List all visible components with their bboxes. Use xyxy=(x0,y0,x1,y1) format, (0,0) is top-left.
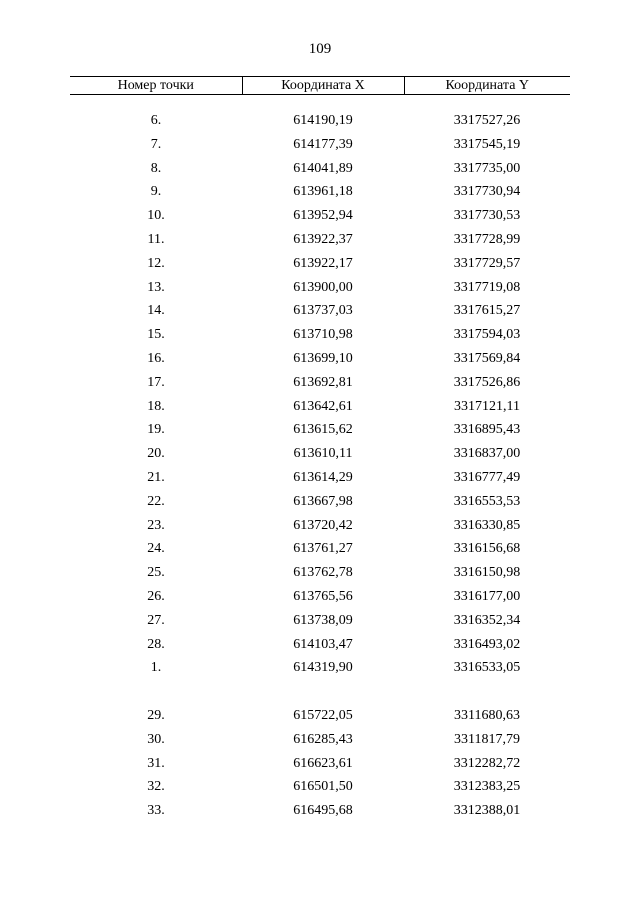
cell-coordinate-y: 3317719,08 xyxy=(453,279,521,295)
cell-coordinate-x: 616501,50 xyxy=(293,779,353,795)
cell-point-number: 21. xyxy=(147,469,165,485)
cell-coordinate-y: 3317569,84 xyxy=(453,350,521,366)
cell-coordinate-x: 616285,43 xyxy=(293,731,353,747)
table-body xyxy=(70,95,570,823)
cell-coordinate-x: 613961,18 xyxy=(293,184,353,200)
cell-point-number: 9. xyxy=(150,184,162,200)
cell-point-number: 16. xyxy=(147,350,165,366)
cell-coordinate-x: 613699,10 xyxy=(293,350,353,366)
cell-coordinate-x: 614041,89 xyxy=(293,160,353,176)
coordinates-table xyxy=(70,76,570,823)
cell-point-number: 23. xyxy=(147,517,165,533)
table-row xyxy=(70,752,570,776)
cell-point-number: 30. xyxy=(147,731,165,747)
table-row xyxy=(70,585,570,609)
cell-coordinate-x: 613710,98 xyxy=(293,327,353,343)
table-row xyxy=(70,133,570,157)
cell-coordinate-x: 614190,19 xyxy=(293,113,353,128)
cell-point-number: 8. xyxy=(150,160,162,176)
cell-coordinate-y: 3316493,02 xyxy=(453,636,521,652)
cell-coordinate-y: 3317121,11 xyxy=(454,398,520,414)
cell-point-number: 29. xyxy=(147,707,165,723)
cell-coordinate-y: 3316150,98 xyxy=(453,565,521,581)
table-row xyxy=(70,228,570,252)
cell-point-number: 7. xyxy=(150,136,162,152)
cell-point-number: 28. xyxy=(147,636,165,652)
table-row xyxy=(70,371,570,395)
cell-coordinate-x: 613737,03 xyxy=(293,303,353,319)
cell-coordinate-x: 616495,68 xyxy=(293,803,353,819)
table-row xyxy=(70,252,570,276)
cell-coordinate-x: 613610,11 xyxy=(293,446,353,462)
cell-point-number: 14. xyxy=(147,303,165,319)
cell-coordinate-y: 3317527,26 xyxy=(453,113,521,128)
cell-coordinate-y: 3317728,99 xyxy=(453,231,521,247)
cell-coordinate-x: 613615,62 xyxy=(293,422,353,438)
cell-coordinate-x: 613692,81 xyxy=(293,374,353,390)
cell-coordinate-x: 613922,17 xyxy=(293,255,353,271)
cell-coordinate-x: 616623,61 xyxy=(293,755,353,771)
table-row xyxy=(70,157,570,181)
cell-coordinate-x: 613922,37 xyxy=(293,231,353,247)
cell-point-number: 24. xyxy=(147,541,165,557)
cell-point-number: 19. xyxy=(147,422,165,438)
table-row xyxy=(70,656,570,680)
cell-coordinate-y: 3311817,79 xyxy=(454,731,520,747)
cell-point-number: 6. xyxy=(150,113,162,128)
cell-coordinate-x: 614177,39 xyxy=(293,136,353,152)
cell-point-number: 10. xyxy=(147,208,165,224)
cell-point-number: 27. xyxy=(147,612,165,628)
cell-coordinate-x: 615722,05 xyxy=(293,707,353,723)
cell-point-number: 20. xyxy=(147,446,165,462)
cell-coordinate-y: 3316156,68 xyxy=(453,541,521,557)
cell-point-number: 32. xyxy=(147,779,165,795)
page-number: 109 xyxy=(308,41,332,57)
header-row xyxy=(70,77,570,95)
spacer-row xyxy=(70,95,570,110)
table-row xyxy=(70,514,570,538)
table-row xyxy=(70,799,570,823)
cell-coordinate-y: 3317735,00 xyxy=(453,160,521,176)
cell-coordinate-y: 3316777,49 xyxy=(453,469,521,485)
cell-point-number: 22. xyxy=(147,493,165,509)
table-row xyxy=(70,347,570,371)
table-row xyxy=(70,204,570,228)
header-coordinate-y: Координата Y xyxy=(404,77,570,95)
cell-point-number: 33. xyxy=(147,803,165,819)
table-row xyxy=(70,466,570,490)
cell-coordinate-x: 613900,00 xyxy=(293,279,353,295)
table-row xyxy=(70,276,570,300)
cell-point-number: 11. xyxy=(147,231,165,247)
cell-coordinate-x: 613762,78 xyxy=(293,565,353,581)
cell-coordinate-y: 3316895,43 xyxy=(453,422,521,438)
cell-coordinate-x: 613667,98 xyxy=(293,493,353,509)
cell-coordinate-y: 3317526,86 xyxy=(453,374,521,390)
cell-point-number: 31. xyxy=(147,755,165,771)
table-row xyxy=(70,395,570,419)
table-row xyxy=(70,109,570,133)
cell-coordinate-x: 613720,42 xyxy=(293,517,353,533)
cell-point-number: 1. xyxy=(150,660,162,676)
cell-coordinate-y: 3317545,19 xyxy=(453,136,521,152)
cell-coordinate-x: 614103,47 xyxy=(293,636,353,652)
table-header xyxy=(70,77,570,95)
cell-coordinate-x: 613642,61 xyxy=(293,398,353,414)
group-gap-row xyxy=(70,680,570,704)
cell-coordinate-y: 3316177,00 xyxy=(453,588,521,604)
cell-coordinate-x: 614319,90 xyxy=(293,660,353,676)
table-row xyxy=(70,704,570,728)
table-row xyxy=(70,728,570,752)
cell-coordinate-y: 3316837,00 xyxy=(453,446,521,462)
cell-coordinate-y: 3317730,94 xyxy=(453,184,521,200)
cell-point-number: 13. xyxy=(147,279,165,295)
table-row xyxy=(70,537,570,561)
cell-coordinate-y: 3317730,53 xyxy=(453,208,521,224)
table-row xyxy=(70,490,570,514)
cell-coordinate-x: 613761,27 xyxy=(293,541,353,557)
cell-coordinate-x: 613765,56 xyxy=(293,588,353,604)
table-row xyxy=(70,180,570,204)
table-row xyxy=(70,323,570,347)
table-row xyxy=(70,418,570,442)
header-point-number: Номер точки xyxy=(70,77,242,95)
cell-coordinate-y: 3312383,25 xyxy=(453,779,521,795)
cell-coordinate-y: 3317615,27 xyxy=(453,303,521,319)
header-coordinate-x: Координата X xyxy=(242,77,404,95)
cell-coordinate-x: 613952,94 xyxy=(293,208,353,224)
table-row xyxy=(70,775,570,799)
cell-point-number: 25. xyxy=(147,565,165,581)
cell-point-number: 17. xyxy=(147,374,165,390)
table-row xyxy=(70,442,570,466)
cell-coordinate-y: 3317729,57 xyxy=(453,255,521,271)
table-row xyxy=(70,561,570,585)
cell-coordinate-y: 3311680,63 xyxy=(454,707,520,723)
cell-coordinate-y: 3316533,05 xyxy=(453,660,521,676)
cell-coordinate-y: 3316352,34 xyxy=(453,612,521,628)
cell-coordinate-y: 3316330,85 xyxy=(453,517,521,533)
cell-point-number: 15. xyxy=(147,327,165,343)
cell-coordinate-y: 3317594,03 xyxy=(453,327,521,343)
cell-point-number: 18. xyxy=(147,398,165,414)
cell-coordinate-x: 613738,09 xyxy=(293,612,353,628)
table-row xyxy=(70,633,570,657)
cell-point-number: 26. xyxy=(147,588,165,604)
cell-coordinate-x: 613614,29 xyxy=(293,469,353,485)
table-row xyxy=(70,609,570,633)
cell-coordinate-y: 3312388,01 xyxy=(453,803,521,819)
cell-coordinate-y: 3312282,72 xyxy=(453,755,521,771)
cell-coordinate-y: 3316553,53 xyxy=(453,493,521,509)
cell-point-number: 12. xyxy=(147,255,165,271)
table-row xyxy=(70,299,570,323)
